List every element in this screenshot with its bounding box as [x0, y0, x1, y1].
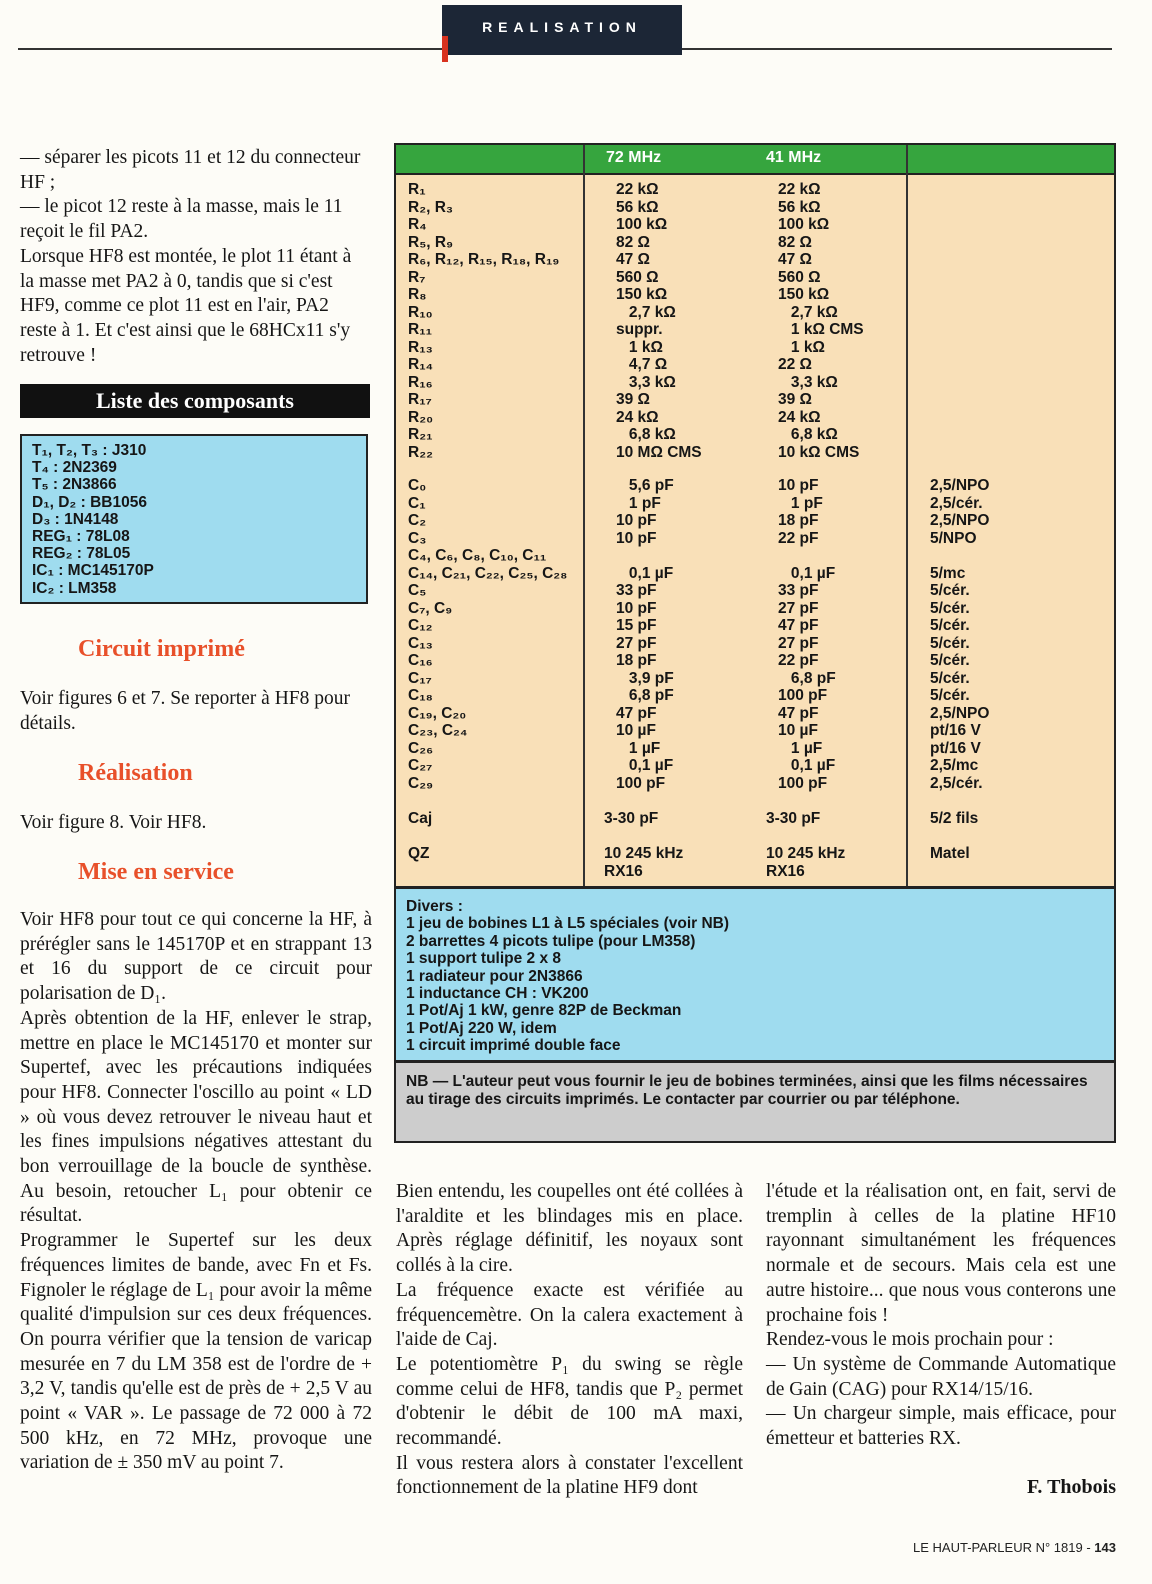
divers-item: 1 circuit imprimé double face	[406, 1037, 621, 1055]
divers-item: 2 barrettes 4 picots tulipe (pour LM358)	[406, 932, 696, 950]
body-paragraph: l'étude et la réalisation ont, en fait, servi de tremplin à celles de la platine HF10 rayonnant simultanément les fréquences normale et de secours. Mais cela est une autre histoire... que nous vous conterons une prochaine fois !	[766, 1181, 1116, 1326]
component-item: REG₂ : 78L05	[32, 545, 131, 563]
caj-value-72: 3-30 pF	[604, 810, 659, 827]
author-signature: F. Thobois	[1027, 1476, 1116, 1498]
qz-value-72: 10 245 kHz RX16	[604, 845, 684, 880]
table-divider	[906, 145, 908, 886]
components-title: Liste des composants	[20, 384, 370, 418]
caj-type: 5/2 fils	[930, 810, 979, 827]
realisation-text: Voir figure 8. Voir HF8.	[20, 812, 207, 833]
body-paragraph: — Un système de Commande Automatique de Gain (CAG) pour RX14/15/16.	[766, 1353, 1116, 1400]
heading-realisation: Réalisation	[78, 760, 193, 786]
body-paragraph: Le potentiomètre P₁ du swing se règle comme celui de HF8, tandis que P₂ permet d'obtenir le débit de 100 mA maxi, recommandé.	[396, 1353, 743, 1450]
body-paragraph: — Un chargeur simple, mais efficace, pour émetteur et batteries RX.	[766, 1403, 1116, 1450]
caj-value-41: 3-30 pF	[766, 810, 821, 827]
circuit-text: Voir figures 6 et 7. Se reporter à HF8 pour détails.	[20, 688, 350, 734]
body-paragraph: Il vous restera alors à constater l'excellent fonctionnement de la platine HF9 dont	[396, 1452, 743, 1499]
resistor-refs: R₁ R₂, R₃ R₄ R₅, R₉ R₆, R₁₂, R₁₅, R₁₈, R₁₉ R₇ R₈ R₁₀ R₁₁ R₁₃ R₁₄ R₁₆ R₁₇ R₂₀ R₂₁ R₂₂	[408, 181, 560, 461]
component-item: REG₁ : 78L08	[32, 528, 130, 546]
nb-note: NB — L'auteur peut vous fournir le jeu de bobines terminées, ainsi que les films nécessaires au tirage des circuits imprimés. Le contacter par courrier ou par téléphone.	[394, 1061, 1116, 1143]
capacitor-values-41: 10 pF 1 pF 18 pF 22 pF 0,1 µF 33 pF 27 pF 47 pF 27 pF 22 pF 6,8 pF 100 pF 47 pF 10 µF 1 µF 0,1 µF 100 pF	[778, 477, 836, 792]
capacitor-values-72: 5,6 pF 1 pF 10 pF 10 pF 0,1 µF 33 pF 10 pF 15 pF 27 pF 18 pF 3,9 pF 6,8 pF 47 pF 10 µF 1 µF 0,1 µF 100 pF	[616, 477, 674, 792]
component-table	[394, 143, 1116, 888]
component-item: D₁, D₂ : BB1056	[32, 493, 147, 511]
page-number: 143	[1094, 1540, 1116, 1555]
component-item: IC₁ : MC145170P	[32, 562, 154, 580]
body-paragraph: Rendez-vous le mois prochain pour :	[766, 1329, 1054, 1351]
body-paragraph: La fréquence exacte est vérifiée au fréquencemètre. On la calera exactement à l'aide de Caj.	[396, 1279, 743, 1351]
qz-ref: QZ	[408, 845, 430, 862]
components-list	[20, 434, 368, 604]
header-rule-left	[18, 48, 442, 50]
divers-item: 1 inductance CH : VK200	[406, 985, 589, 1003]
middle-column-text	[396, 1180, 743, 1501]
divers-item: 1 support tulipe 2 x 8	[406, 950, 562, 968]
divers-title: Divers :	[406, 898, 463, 915]
caj-ref: Caj	[408, 810, 433, 827]
intro-paragraph: Lorsque HF8 est montée, le plot 11 étant à la masse met PA2 à 0, tandis que si c'est HF9, comme ce plot 11 est en l'air, PA2 reste à 1. Et c'est ainsi que le 68HCx11 s'y retrouve !	[20, 245, 352, 366]
body-paragraph: Voir HF8 pour tout ce qui concerne la HF, à prérégler sans le 145170P et en strappant 13 et 16 du support de ce circuit pour polarisation de D₁.	[20, 909, 372, 1005]
body-paragraph: Après obtention de la HF, enlever le strap, mettre en place le MC145170 et monter sur Supertef, avec les précautions indiquées pour HF8. Connecter l'oscillo au point « LD » où vous devez retrouver le niveau haut et les fines impulsions négatives attestant du bon verrouillage de la boucle de synthèse. Au besoin, retoucher L₁ pour obtenir ce résultat.	[20, 1007, 372, 1227]
intro-paragraph: — séparer les picots 11 et 12 du connecteur HF ;	[20, 147, 361, 193]
intro-text	[20, 146, 370, 368]
capacitor-types: 2,5/NPO 2,5/cér. 2,5/NPO 5/NPO 5/mc 5/cér. 5/cér. 5/cér. 5/cér. 5/cér. 5/cér. 5/cér. 2,5/NPO pt/16 V pt/16 V 2,5/mc 2,5/cér.	[930, 477, 990, 792]
component-item: T₅ : 2N3866	[32, 476, 117, 494]
resistor-values-41: 22 kΩ 56 kΩ 100 kΩ 82 Ω 47 Ω 560 Ω 150 kΩ 2,7 kΩ 1 kΩ CMS 1 kΩ 22 Ω 3,3 kΩ 39 Ω 24 kΩ 6,8 kΩ 10 kΩ CMS	[778, 181, 864, 461]
divers-item: 1 Pot/Aj 220 W, idem	[406, 1019, 557, 1037]
body-paragraph: Bien entendu, les coupelles ont été collées à l'araldite et les blindages mis en place. Après réglage définitif, les noyaux sont collés à la cire.	[396, 1181, 743, 1277]
table-divider	[583, 145, 585, 886]
intro-paragraph: — le picot 12 reste à la masse, mais le 11 reçoit le fil PA2.	[20, 196, 343, 243]
divers-item: 1 radiateur pour 2N3866	[406, 967, 583, 985]
heading-mise-en-service: Mise en service	[78, 859, 234, 885]
mise-en-service-text	[20, 908, 372, 1476]
right-column-text	[766, 1180, 1116, 1452]
table-col-41mhz: 41 MHz	[766, 149, 822, 166]
section-tab: REALISATION	[442, 5, 682, 55]
capacitor-refs: C₀ C₁ C₂ C₃ C₄, C₆, C₈, C₁₀, C₁₁ C₁₄, C₂₁, C₂₂, C₂₅, C₂₈ C₅ C₇, C₉ C₁₂ C₁₃ C₁₆ C₁₇ C₁₈ C₁₉, C₂₀ C₂₃, C₂₄ C₂₆ C₂₇ C₂₉	[408, 477, 568, 792]
divers-item: 1 jeu de bobines L1 à L5 spéciales (voir NB)	[406, 915, 730, 933]
header-rule-right	[682, 48, 1112, 50]
resistor-values-72: 22 kΩ 56 kΩ 100 kΩ 82 Ω 47 Ω 560 Ω 150 kΩ 2,7 kΩ suppr. 1 kΩ 4,7 Ω 3,3 kΩ 39 Ω 24 kΩ 6,8 kΩ 10 MΩ CMS	[616, 181, 702, 461]
qz-type: Matel	[930, 845, 970, 862]
body-paragraph: Programmer le Supertef sur les deux fréquences limites de bande, avec Fn et Fs. Fignoler le réglage de L₁ pour avoir la même qualité d'impulsion sur ces deux fréquences. On pourra vérifier que la tension de varicap mesurée en 7 du LM 358 est de l'ordre de + 3,2 V, tandis qu'elle est de près de + 2,5 V au point « VAR ». Le passage de 72 000 à 72 500 kHz, en 72 MHz, provoque une variation de ± 350 mV au point 7.	[20, 1230, 372, 1474]
component-item: IC₂ : LM358	[32, 579, 117, 597]
divers-box	[394, 887, 1116, 1062]
table-col-72mhz: 72 MHz	[606, 149, 662, 166]
page-footer	[913, 1540, 1116, 1555]
magazine-name: LE HAUT-PARLEUR N° 1819 -	[913, 1540, 1091, 1555]
component-item: T₄ : 2N2369	[32, 459, 117, 477]
section-tab-marker	[442, 36, 448, 62]
qz-value-41: 10 245 kHz RX16	[766, 845, 846, 880]
component-item: D₃ : 1N4148	[32, 510, 119, 528]
table-header	[396, 145, 1114, 175]
component-item: T₁, T₂, T₃ : J310	[32, 442, 147, 459]
heading-circuit-imprime: Circuit imprimé	[78, 636, 245, 662]
divers-item: 1 Pot/Aj 1 kW, genre 82P de Beckman	[406, 1002, 682, 1020]
